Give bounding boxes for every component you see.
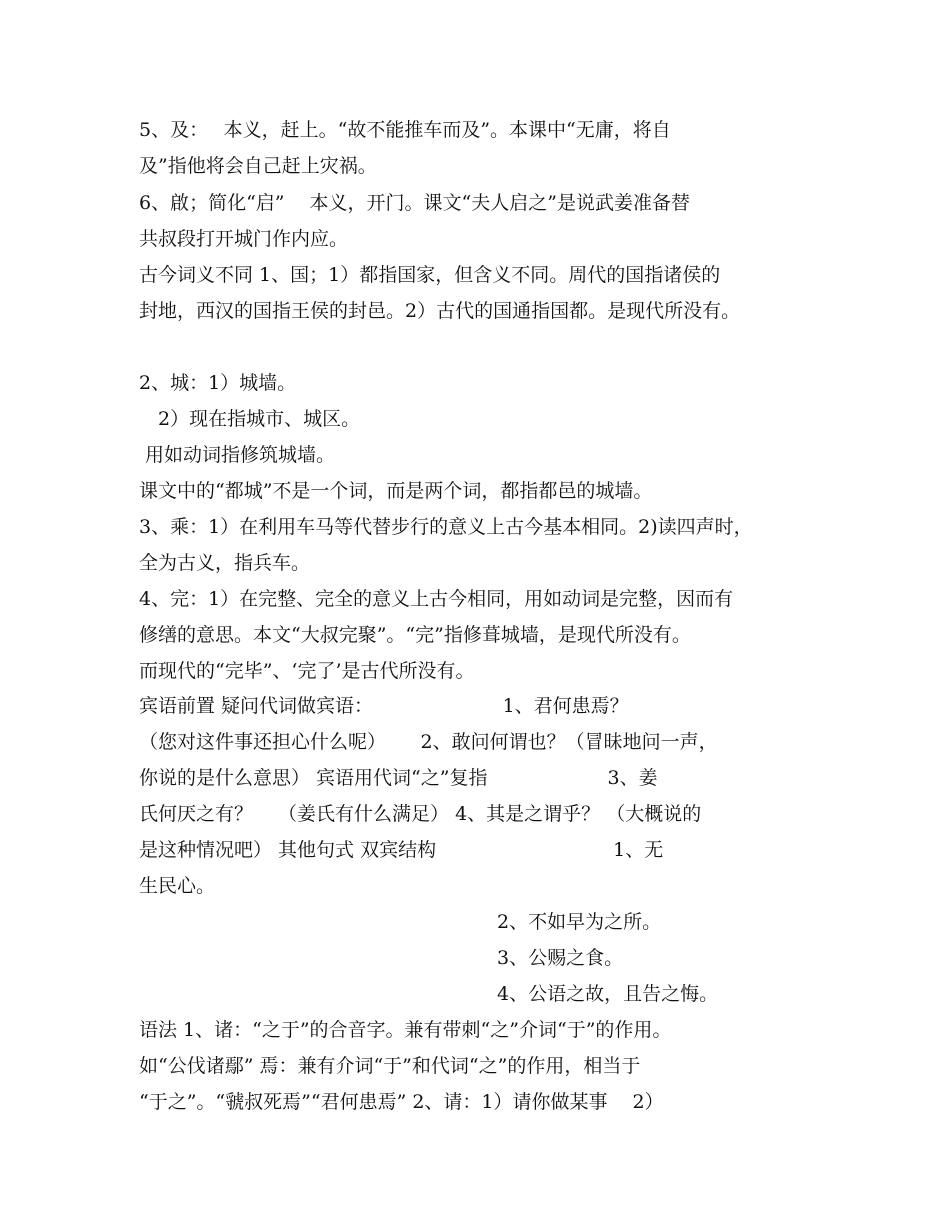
text-line-20: 是这种情况吧） 其他句式 双宾结构 1、无 (139, 839, 664, 861)
text-line-05: 古今词义不同 1、国；1）都指国家，但含义不同。周代的国指诸侯的 (139, 264, 721, 286)
text-line-15: 而现代的“完毕”、‘完了’是古代所没有。 (139, 660, 475, 682)
text-line-24: 4、公语之故，且告之悔。 (497, 983, 719, 1005)
text-line-04: 共叔段打开城门作内应。 (139, 228, 349, 250)
text-line-18: 你说的是什么意思） 宾语用代词“之”复指 3、姜 (139, 767, 658, 789)
text-line-19: 氏何厌之有？ （姜氏有什么满足） 4、其是之谓乎？ （大概说的 (139, 803, 702, 825)
text-line-11: 3、乘：1）在利用车马等代替步行的意义上古今基本相同。2)读四声时， (139, 516, 753, 538)
text-line-17: （您对这件事还担心什么呢） 2、敢问何谓也？（冒昧地问一声， (139, 731, 718, 753)
text-line-16: 宾语前置 疑问代词做宾语： 1、君何患焉？ (139, 695, 629, 717)
text-line-13: 4、完：1）在完整、完全的意义上古今相同，用如动词是完整，因而有 (139, 588, 734, 610)
text-line-07: 2、城：1）城墙。 (139, 372, 297, 394)
text-line-10: 课文中的“都城”不是一个词，而是两个词，都指都邑的城墙。 (139, 480, 653, 502)
text-line-08: 2）现在指城市、城区。 (139, 408, 361, 430)
text-line-21: 生民心。 (139, 875, 216, 897)
text-line-14: 修缮的意思。本文“大叔完聚”。“完”指修葺城墙，是现代所没有。 (139, 624, 691, 646)
text-line-23: 3、公赐之食。 (497, 947, 624, 969)
text-line-06: 封地，西汉的国指王侯的封邑。2）古代的国通指国都。是现代所没有。 (139, 300, 741, 322)
text-line-12: 全为古义，指兵车。 (139, 552, 311, 574)
text-line-25: 语法 1、诸：“之于”的合音字。兼有带刺“之”介词“于”的作用。 (139, 1019, 672, 1041)
text-line-27: “于之”。“虢叔死焉”“君何患焉” 2、请：1）请你做某事 2） (139, 1091, 664, 1113)
text-line-09: 用如动词指修筑城墙。 (139, 444, 336, 466)
text-line-03: 6、啟；简化“启” 本义，开门。课文“夫人启之”是说武姜准备替 (139, 192, 690, 214)
text-line-01: 5、及： 本义，赶上。“故不能推车而及”。本课中“无庸，将自 (139, 119, 671, 141)
text-line-02: 及”指他将会自己赶上灾祸。 (139, 155, 377, 177)
text-line-22: 2、不如早为之所。 (497, 911, 662, 933)
text-line-26: 如“公伐诸鄢” 焉：兼有介词“于”和代词“之”的作用，相当于 (139, 1055, 641, 1077)
